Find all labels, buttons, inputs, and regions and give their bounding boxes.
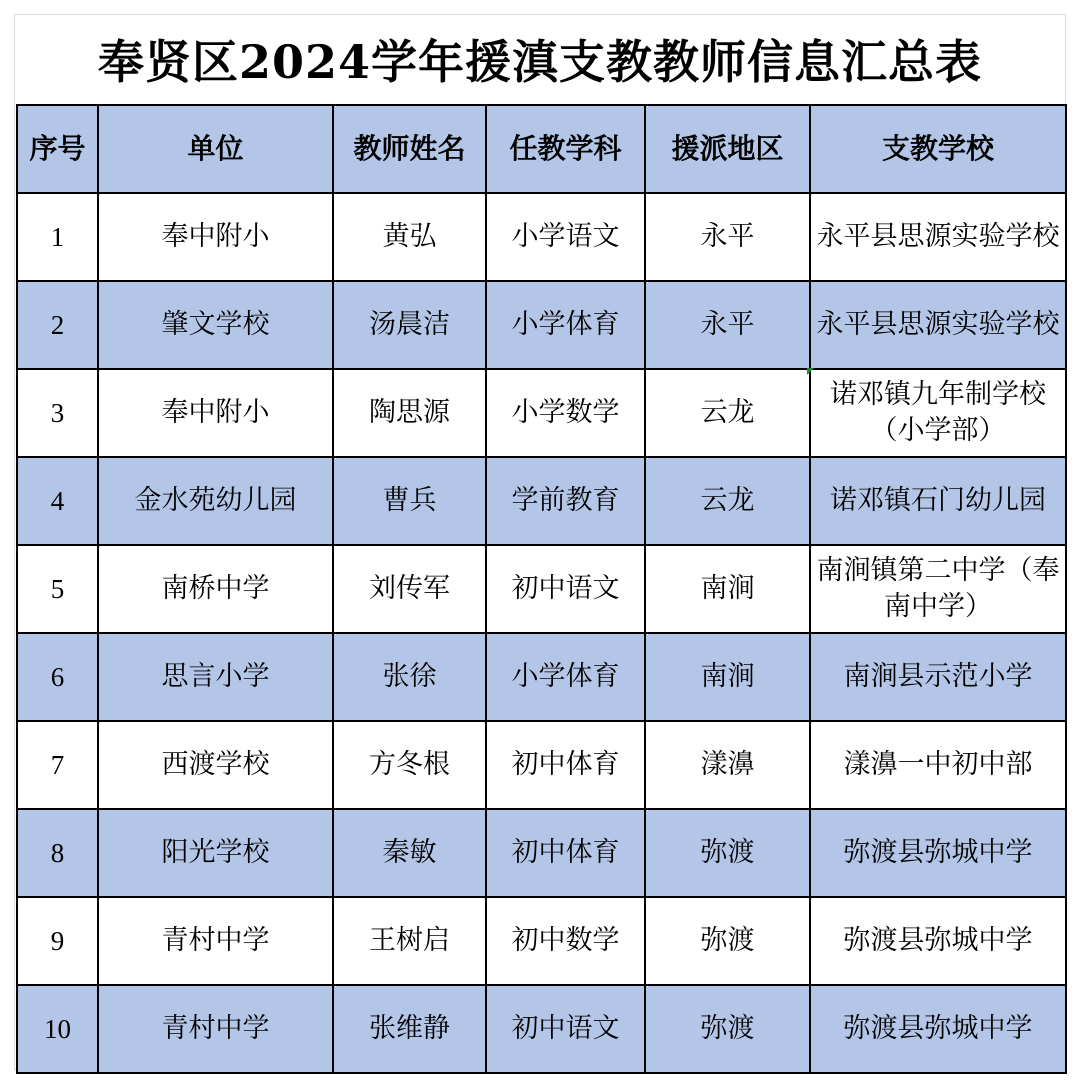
header-seq: 序号 — [17, 105, 98, 193]
cell-subject: 初中体育 — [486, 809, 645, 897]
cell-school: 诺邓镇石门幼儿园 — [810, 457, 1066, 545]
header-teacher-name: 教师姓名 — [333, 105, 486, 193]
header-subject: 任教学科 — [486, 105, 645, 193]
cell-subject: 小学体育 — [486, 633, 645, 721]
cell-region: 漾濞 — [645, 721, 810, 809]
cell-unit: 阳光学校 — [98, 809, 333, 897]
cell-seq: 9 — [17, 897, 98, 985]
cell-school: 弥渡县弥城中学 — [810, 809, 1066, 897]
summary-sheet — [14, 14, 1066, 1070]
cell-region: 南涧 — [645, 633, 810, 721]
cell-region: 弥渡 — [645, 809, 810, 897]
cell-unit: 奉中附小 — [98, 193, 333, 281]
header-region: 援派地区 — [645, 105, 810, 193]
cell-region: 弥渡 — [645, 897, 810, 985]
cell-subject: 初中数学 — [486, 897, 645, 985]
cell-subject: 初中语文 — [486, 985, 645, 1073]
cell-subject: 小学数学 — [486, 369, 645, 457]
cell-teacher-name: 王树启 — [333, 897, 486, 985]
cell-subject: 小学体育 — [486, 281, 645, 369]
cell-teacher-name: 刘传军 — [333, 545, 486, 633]
cell-unit: 思言小学 — [98, 633, 333, 721]
cell-region: 弥渡 — [645, 985, 810, 1073]
cell-school: 诺邓镇九年制学校（小学部） — [810, 369, 1066, 457]
table-row — [17, 193, 1066, 281]
cell-comment-indicator — [807, 368, 814, 375]
header-school: 支教学校 — [810, 105, 1066, 193]
cell-teacher-name: 曹兵 — [333, 457, 486, 545]
cell-subject: 初中语文 — [486, 545, 645, 633]
cell-unit: 奉中附小 — [98, 369, 333, 457]
cell-teacher-name: 张维静 — [333, 985, 486, 1073]
table-row — [17, 281, 1066, 369]
cell-region: 南涧 — [645, 545, 810, 633]
table-row — [17, 985, 1066, 1073]
cell-school: 永平县思源实验学校 — [810, 193, 1066, 281]
cell-teacher-name: 汤晨洁 — [333, 281, 486, 369]
table-row — [17, 721, 1066, 809]
table-row — [17, 633, 1066, 721]
cell-region: 云龙 — [645, 457, 810, 545]
cell-school: 永平县思源实验学校 — [810, 281, 1066, 369]
cell-seq: 3 — [17, 369, 98, 457]
cell-school: 南涧镇第二中学（奉南中学） — [810, 545, 1066, 633]
cell-teacher-name: 方冬根 — [333, 721, 486, 809]
cell-subject: 初中体育 — [486, 721, 645, 809]
table-row — [17, 457, 1066, 545]
cell-subject: 学前教育 — [486, 457, 645, 545]
cell-unit: 南桥中学 — [98, 545, 333, 633]
cell-region: 永平 — [645, 281, 810, 369]
cell-teacher-name: 秦敏 — [333, 809, 486, 897]
cell-seq: 6 — [17, 633, 98, 721]
cell-seq: 10 — [17, 985, 98, 1073]
cell-unit: 西渡学校 — [98, 721, 333, 809]
cell-region: 云龙 — [645, 369, 810, 457]
table-row — [17, 369, 1066, 457]
cell-region: 永平 — [645, 193, 810, 281]
cell-unit: 金水苑幼儿园 — [98, 457, 333, 545]
cell-seq: 4 — [17, 457, 98, 545]
cell-unit: 青村中学 — [98, 985, 333, 1073]
cell-school: 漾濞一中初中部 — [810, 721, 1066, 809]
cell-seq: 1 — [17, 193, 98, 281]
cell-school: 弥渡县弥城中学 — [810, 985, 1066, 1073]
cell-teacher-name: 张徐 — [333, 633, 486, 721]
cell-seq: 7 — [17, 721, 98, 809]
header-row — [17, 105, 1066, 193]
cell-unit: 青村中学 — [98, 897, 333, 985]
cell-seq: 5 — [17, 545, 98, 633]
cell-seq: 2 — [17, 281, 98, 369]
cell-unit: 肇文学校 — [98, 281, 333, 369]
teacher-table — [16, 104, 1067, 1074]
table-row — [17, 897, 1066, 985]
cell-seq: 8 — [17, 809, 98, 897]
cell-teacher-name: 陶思源 — [333, 369, 486, 457]
table-row — [17, 545, 1066, 633]
header-unit: 单位 — [98, 105, 333, 193]
cell-school: 南涧县示范小学 — [810, 633, 1066, 721]
cell-school: 弥渡县弥城中学 — [810, 897, 1066, 985]
sheet-title: 奉贤区2024学年援滇支教教师信息汇总表 — [97, 35, 983, 89]
table-row — [17, 809, 1066, 897]
cell-teacher-name: 黄弘 — [333, 193, 486, 281]
cell-subject: 小学语文 — [486, 193, 645, 281]
